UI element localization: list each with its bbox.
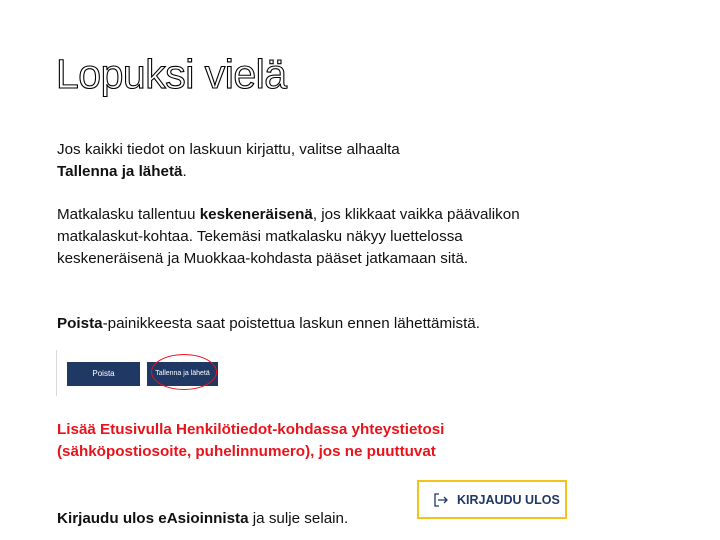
- draft-info-start: Matkalasku tallentuu: [57, 206, 200, 223]
- instruction-end: .: [182, 163, 187, 180]
- page-title: Lopuksi vielä: [56, 51, 287, 97]
- logout-instruction: [57, 508, 417, 530]
- delete-emphasis: Poista: [57, 315, 103, 332]
- draft-info-rest: , jos klikkaat vaikka päävalikon matkalaskut-kohtaa. Tekemäsi matkalasku näkyy luettelossa keskeneräisenä ja Muokkaa-kohdasta pääset jatkamaan sitä.: [57, 206, 520, 267]
- logout-icon: [433, 492, 449, 508]
- draft-info-paragraph: [57, 204, 567, 270]
- delete-info-paragraph: [57, 313, 577, 335]
- notice-line-1: Lisää Etusivulla Henkilötiedot-kohdassa yhteystietosi: [57, 421, 445, 438]
- save-send-emphasis: Tallenna ja lähetä: [57, 163, 183, 180]
- logout-button[interactable]: [417, 480, 567, 519]
- save-and-send-button[interactable]: Tallenna ja lähetä: [147, 362, 218, 386]
- logout-emphasis: Kirjaudu ulos eAsioinnista: [57, 510, 249, 527]
- contact-info-notice: [57, 419, 577, 463]
- notice-line-2: (sähköpostiosoite, puhelinnumero), jos ne puuttuvat: [57, 443, 436, 460]
- instruction-paragraph: [57, 139, 527, 183]
- instruction-text: Jos kaikki tiedot on laskuun kirjattu, valitse alhaalta: [57, 141, 400, 158]
- delete-button[interactable]: Poista: [67, 362, 140, 386]
- draft-emphasis: keskeneräisenä: [199, 206, 313, 223]
- logout-label: KIRJAUDU ULOS: [457, 492, 560, 507]
- logout-instruction-rest: ja sulje selain.: [248, 510, 349, 527]
- delete-info-rest: -painikkeesta saat poistettua laskun ennen lähettämistä.: [102, 315, 480, 332]
- button-screenshot: [56, 350, 227, 396]
- highlight-circle: [151, 354, 217, 390]
